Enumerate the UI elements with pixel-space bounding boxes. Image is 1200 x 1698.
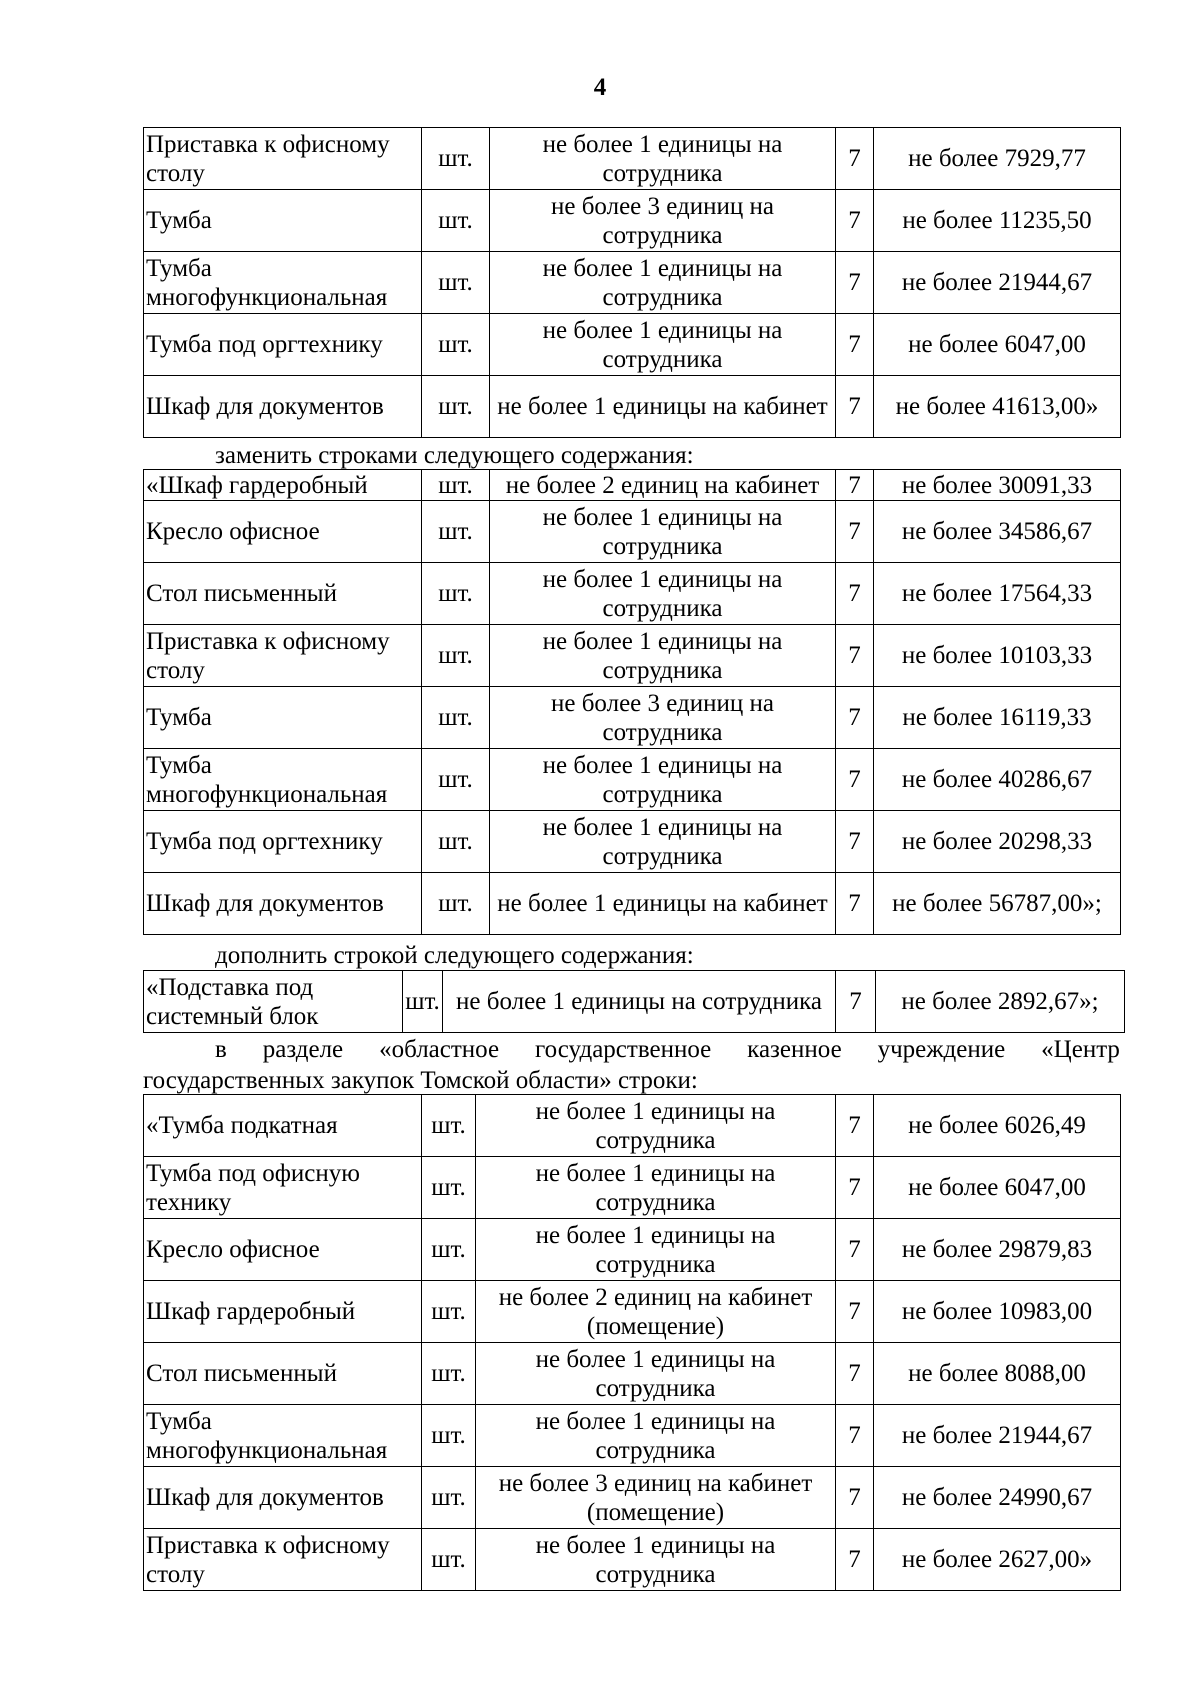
norms-table-center bbox=[143, 1094, 1121, 1591]
item-price: не более 21944,67 bbox=[874, 1405, 1121, 1467]
item-unit: шт. bbox=[422, 252, 490, 314]
item-qty: 7 bbox=[836, 128, 874, 190]
item-qty: 7 bbox=[836, 190, 874, 252]
section-word: разделе bbox=[262, 1036, 344, 1063]
norms-table-added bbox=[143, 970, 1125, 1033]
table-row bbox=[144, 749, 1121, 811]
item-price: не более 16119,33 bbox=[874, 687, 1121, 749]
item-price: не более 6026,49 bbox=[874, 1095, 1121, 1157]
item-qty: 7 bbox=[836, 873, 874, 935]
item-norm: не более 1 единицы на сотрудника bbox=[476, 1095, 836, 1157]
item-unit: шт. bbox=[422, 1467, 476, 1529]
item-unit: шт. bbox=[422, 1095, 476, 1157]
table-row bbox=[144, 470, 1121, 501]
item-name: Кресло офисное bbox=[144, 1219, 422, 1281]
table-row bbox=[144, 625, 1121, 687]
table-row bbox=[144, 252, 1121, 314]
item-price: не более 2627,00» bbox=[874, 1529, 1121, 1591]
item-name: Тумба многофункциональная bbox=[144, 1405, 422, 1467]
table-row bbox=[144, 190, 1121, 252]
item-price: не более 6047,00 bbox=[874, 314, 1121, 376]
item-norm: не более 1 единицы на сотрудника bbox=[476, 1219, 836, 1281]
norms-table-new bbox=[143, 469, 1121, 935]
item-name: Тумба многофункциональная bbox=[144, 749, 422, 811]
item-norm: не более 1 единицы на сотрудника bbox=[476, 1529, 836, 1591]
table-row bbox=[144, 563, 1121, 625]
item-qty: 7 bbox=[836, 971, 876, 1033]
item-qty: 7 bbox=[836, 1095, 874, 1157]
page-number: 4 bbox=[593, 74, 607, 101]
item-qty: 7 bbox=[836, 1281, 874, 1343]
item-norm: не более 1 единицы на сотрудника bbox=[443, 971, 836, 1033]
section-word: «Центр bbox=[1041, 1036, 1120, 1063]
item-norm: не более 3 единиц на кабинет (помещение) bbox=[476, 1467, 836, 1529]
item-price: не более 29879,83 bbox=[874, 1219, 1121, 1281]
item-name: Тумба под оргтехнику bbox=[144, 811, 422, 873]
section-word: в bbox=[215, 1036, 227, 1063]
item-name: Тумба многофункциональная bbox=[144, 252, 422, 314]
item-norm: не более 3 единиц на сотрудника bbox=[490, 687, 836, 749]
item-norm: не более 1 единицы на сотрудника bbox=[490, 501, 836, 563]
item-unit: шт. bbox=[422, 1281, 476, 1343]
table-row bbox=[144, 971, 1125, 1033]
item-unit: шт. bbox=[422, 501, 490, 563]
item-name: Приставка к офисному столу bbox=[144, 1529, 422, 1591]
table-row bbox=[144, 811, 1121, 873]
item-qty: 7 bbox=[836, 376, 874, 438]
item-name: Шкаф для документов bbox=[144, 1467, 422, 1529]
item-norm: не более 1 единицы на сотрудника bbox=[490, 252, 836, 314]
item-unit: шт. bbox=[422, 873, 490, 935]
item-unit: шт. bbox=[422, 1343, 476, 1405]
table-row bbox=[144, 1467, 1121, 1529]
section-word: учреждение bbox=[877, 1036, 1006, 1063]
norms-table-old bbox=[143, 127, 1121, 438]
item-price: не более 41613,00» bbox=[874, 376, 1121, 438]
item-name: Тумба bbox=[144, 687, 422, 749]
item-price: не более 7929,77 bbox=[874, 128, 1121, 190]
item-norm: не более 1 единицы на сотрудника bbox=[490, 749, 836, 811]
item-qty: 7 bbox=[836, 1219, 874, 1281]
table-row bbox=[144, 687, 1121, 749]
item-name: «Подставка под системный блок bbox=[144, 971, 403, 1033]
item-norm: не более 1 единицы на сотрудника bbox=[490, 625, 836, 687]
item-name: Приставка к офисному столу bbox=[144, 128, 422, 190]
table-row bbox=[144, 1219, 1121, 1281]
table-row bbox=[144, 314, 1121, 376]
item-unit: шт. bbox=[422, 1405, 476, 1467]
section-word: казенное bbox=[747, 1036, 842, 1063]
item-price: не более 24990,67 bbox=[874, 1467, 1121, 1529]
item-name: Стол письменный bbox=[144, 563, 422, 625]
item-price: не более 11235,50 bbox=[874, 190, 1121, 252]
item-qty: 7 bbox=[836, 252, 874, 314]
item-norm: не более 1 единицы на сотрудника bbox=[476, 1157, 836, 1219]
item-qty: 7 bbox=[836, 687, 874, 749]
section-word: «областное bbox=[379, 1036, 500, 1063]
item-unit: шт. bbox=[422, 1219, 476, 1281]
item-unit: шт. bbox=[422, 470, 490, 501]
item-name: Стол письменный bbox=[144, 1343, 422, 1405]
item-qty: 7 bbox=[836, 470, 874, 501]
item-unit: шт. bbox=[422, 687, 490, 749]
item-name: «Тумба подкатная bbox=[144, 1095, 422, 1157]
item-norm: не более 1 единицы на сотрудника bbox=[490, 811, 836, 873]
item-norm: не более 1 единицы на кабинет bbox=[490, 376, 836, 438]
item-name: «Шкаф гардеробный bbox=[144, 470, 422, 501]
item-norm: не более 3 единиц на сотрудника bbox=[490, 190, 836, 252]
item-qty: 7 bbox=[836, 1529, 874, 1591]
item-unit: шт. bbox=[422, 190, 490, 252]
item-price: не более 6047,00 bbox=[874, 1157, 1121, 1219]
item-price: не более 20298,33 bbox=[874, 811, 1121, 873]
table-row bbox=[144, 501, 1121, 563]
section-instruction bbox=[143, 1034, 1120, 1096]
item-name: Шкаф для документов bbox=[144, 873, 422, 935]
section-word: государственное bbox=[535, 1036, 712, 1063]
item-name: Тумба под офисную технику bbox=[144, 1157, 422, 1219]
item-qty: 7 bbox=[836, 1405, 874, 1467]
item-qty: 7 bbox=[836, 811, 874, 873]
table-row bbox=[144, 128, 1121, 190]
item-unit: шт. bbox=[422, 128, 490, 190]
item-price: не более 10103,33 bbox=[874, 625, 1121, 687]
item-name: Приставка к офисному столу bbox=[144, 625, 422, 687]
item-qty: 7 bbox=[836, 501, 874, 563]
item-norm: не более 1 единицы на сотрудника bbox=[476, 1343, 836, 1405]
table-row bbox=[144, 873, 1121, 935]
item-unit: шт. bbox=[422, 1529, 476, 1591]
item-price: не более 8088,00 bbox=[874, 1343, 1121, 1405]
item-price: не более 21944,67 bbox=[874, 252, 1121, 314]
item-price: не более 17564,33 bbox=[874, 563, 1121, 625]
item-norm: не более 1 единицы на сотрудника bbox=[490, 314, 836, 376]
item-unit: шт. bbox=[422, 811, 490, 873]
item-norm: не более 1 единицы на кабинет bbox=[490, 873, 836, 935]
item-qty: 7 bbox=[836, 1467, 874, 1529]
item-name: Тумба под оргтехнику bbox=[144, 314, 422, 376]
item-norm: не более 2 единиц на кабинет (помещение) bbox=[476, 1281, 836, 1343]
item-unit: шт. bbox=[422, 625, 490, 687]
item-qty: 7 bbox=[836, 1343, 874, 1405]
add-instruction: дополнить строкой следующего содержания: bbox=[215, 942, 694, 969]
table-row bbox=[144, 1281, 1121, 1343]
section-instruction-line2: государственных закупок Томской области» строки: bbox=[143, 1067, 698, 1094]
item-unit: шт. bbox=[422, 314, 490, 376]
item-price: не более 56787,00»; bbox=[874, 873, 1121, 935]
item-qty: 7 bbox=[836, 749, 874, 811]
item-price: не более 34586,67 bbox=[874, 501, 1121, 563]
table-row bbox=[144, 1405, 1121, 1467]
item-unit: шт. bbox=[403, 971, 443, 1033]
item-name: Шкаф для документов bbox=[144, 376, 422, 438]
item-qty: 7 bbox=[836, 563, 874, 625]
item-norm: не более 1 единицы на сотрудника bbox=[476, 1405, 836, 1467]
item-unit: шт. bbox=[422, 1157, 476, 1219]
item-qty: 7 bbox=[836, 1157, 874, 1219]
item-norm: не более 1 единицы на сотрудника bbox=[490, 563, 836, 625]
item-price: не более 2892,67»; bbox=[876, 971, 1125, 1033]
item-qty: 7 bbox=[836, 625, 874, 687]
item-norm: не более 1 единицы на сотрудника bbox=[490, 128, 836, 190]
item-name: Тумба bbox=[144, 190, 422, 252]
item-price: не более 10983,00 bbox=[874, 1281, 1121, 1343]
item-price: не более 30091,33 bbox=[874, 470, 1121, 501]
table-row bbox=[144, 1343, 1121, 1405]
item-name: Шкаф гардеробный bbox=[144, 1281, 422, 1343]
table-row bbox=[144, 1095, 1121, 1157]
table-row bbox=[144, 1157, 1121, 1219]
replace-instruction: заменить строками следующего содержания: bbox=[215, 442, 694, 469]
item-unit: шт. bbox=[422, 563, 490, 625]
item-qty: 7 bbox=[836, 314, 874, 376]
item-price: не более 40286,67 bbox=[874, 749, 1121, 811]
item-name: Кресло офисное bbox=[144, 501, 422, 563]
item-unit: шт. bbox=[422, 376, 490, 438]
table-row bbox=[144, 376, 1121, 438]
table-row bbox=[144, 1529, 1121, 1591]
item-norm: не более 2 единиц на кабинет bbox=[490, 470, 836, 501]
item-unit: шт. bbox=[422, 749, 490, 811]
